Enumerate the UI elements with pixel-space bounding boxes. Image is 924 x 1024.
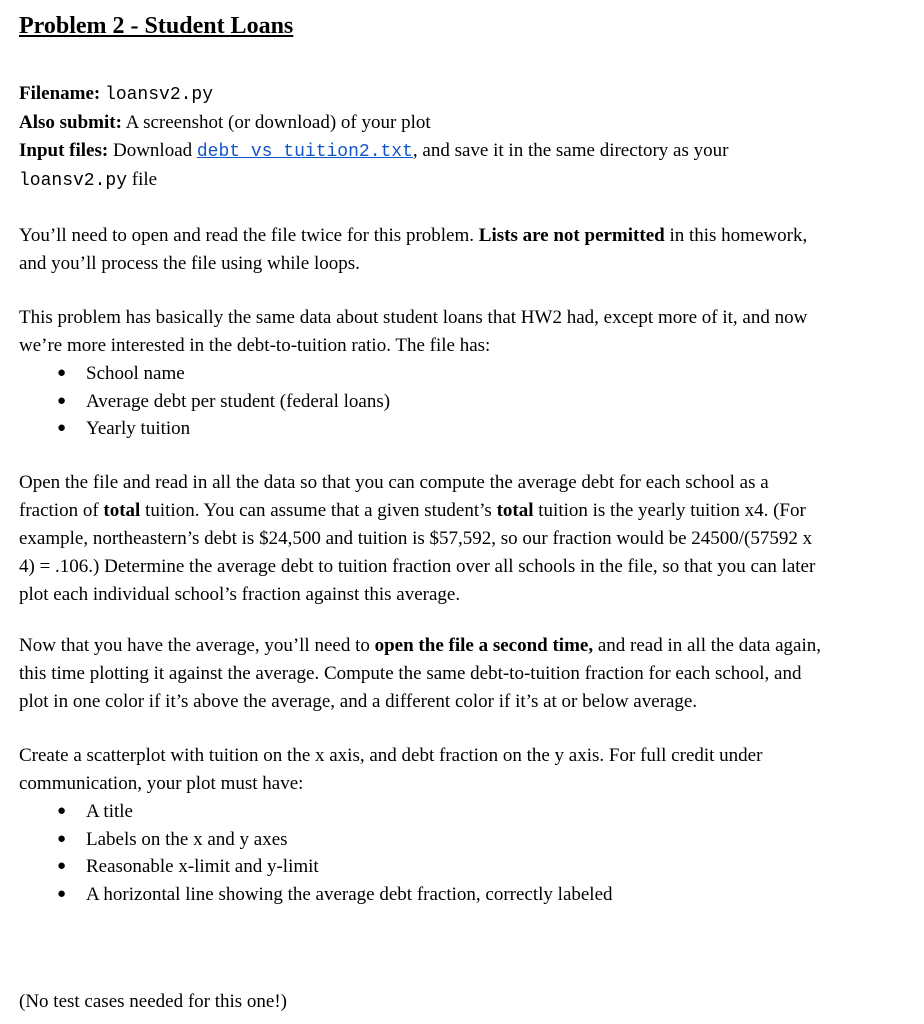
also-submit-value: A screenshot (or download) of your plot bbox=[125, 112, 431, 133]
filename-value: loansv2.py bbox=[105, 85, 214, 105]
file-fields-list bbox=[19, 360, 899, 443]
text-segment: tuition is the yearly tuition x4. (For bbox=[538, 500, 806, 521]
list-item bbox=[19, 798, 899, 826]
paragraph-3-line-2 bbox=[19, 497, 899, 525]
paragraph-5-line-1: Create a scatterplot with tuition on the x axis, and debt fraction on the y axis. For full credit under bbox=[19, 745, 763, 766]
bold-text: total bbox=[496, 500, 534, 521]
paragraph-3-line-3: example, northeastern’s debt is $24,500 and tuition is $57,592, so our fraction would be 24500/(57592 x bbox=[19, 528, 813, 549]
also-submit-label: Also submit: bbox=[19, 112, 122, 133]
list-item bbox=[19, 360, 899, 388]
paragraph-4 bbox=[19, 632, 899, 716]
bullet-icon: ● bbox=[57, 392, 67, 409]
bullet-icon: ● bbox=[57, 420, 67, 436]
input-files-label: Input files: bbox=[19, 140, 109, 161]
list-item-text: Yearly tuition bbox=[86, 418, 191, 439]
input-files-pre: Download bbox=[112, 140, 193, 161]
text-segment: in this homework, bbox=[669, 225, 808, 246]
input-files-file: loansv2.py bbox=[19, 171, 128, 191]
filename-line bbox=[19, 80, 899, 109]
filename-label: Filename: bbox=[19, 83, 101, 104]
assignment-header bbox=[19, 80, 899, 195]
paragraph-2-line-2: we’re more interested in the debt-to-tuition ratio. The file has: bbox=[19, 335, 491, 356]
paragraph-2-line-1: This problem has basically the same data about student loans that HW2 had, except more of it, and now bbox=[19, 307, 808, 328]
list-item bbox=[19, 826, 899, 854]
list-item-text: A horizontal line showing the average debt fraction, correctly labeled bbox=[86, 883, 613, 905]
paragraph-2 bbox=[19, 304, 899, 443]
input-file-link[interactable]: debt_vs_tuition2.txt bbox=[196, 142, 413, 162]
bold-text: total bbox=[103, 500, 141, 521]
document bbox=[19, 8, 899, 1012]
paragraph-4-line-2: this time plotting it against the average. Compute the same debt-to-tuition fraction for each school, and bbox=[19, 663, 802, 684]
footer-note bbox=[19, 988, 899, 1016]
paragraph-5 bbox=[19, 742, 899, 908]
list-item-text: Labels on the x and y axes bbox=[86, 828, 288, 850]
plot-requirements-list bbox=[19, 798, 899, 908]
paragraph-4-line-3: plot in one color if it’s above the average, and a different color if it’s at or below average. bbox=[19, 691, 698, 712]
footer-note-text: (No test cases needed for this one!) bbox=[19, 991, 288, 1012]
list-item bbox=[19, 415, 899, 443]
paragraph-3-line-1: Open the file and read in all the data so that you can compute the average debt for each school as a bbox=[19, 472, 769, 493]
text-segment: and read in all the data again, bbox=[597, 635, 821, 656]
list-item-text: Reasonable x-limit and y-limit bbox=[86, 856, 319, 877]
list-item-text: Average debt per student (federal loans) bbox=[86, 390, 391, 412]
text-segment: fraction of bbox=[19, 500, 99, 521]
list-item bbox=[19, 388, 899, 416]
bold-text: open the file a second time, bbox=[374, 635, 594, 656]
paragraph-1 bbox=[19, 222, 899, 278]
bullet-icon: ● bbox=[57, 803, 67, 819]
also-submit-line bbox=[19, 109, 899, 137]
paragraph-1-line-2: and you’ll process the file using while loops. bbox=[19, 253, 360, 274]
page-title: Problem 2 - Student Loans bbox=[19, 13, 294, 39]
bullet-icon: ● bbox=[57, 858, 67, 874]
bold-text: Lists are not permitted bbox=[478, 225, 665, 246]
paragraph-3-line-4: 4) = .106.) Determine the average debt to tuition fraction over all schools in the file, so that you can later bbox=[19, 556, 816, 577]
text-segment: Now that you have the average, you’ll need to bbox=[19, 635, 370, 656]
text-segment: tuition. You can assume that a given student’s bbox=[145, 500, 492, 521]
list-item bbox=[19, 881, 899, 909]
list-item-text: School name bbox=[86, 363, 185, 384]
input-files-post: , and save it in the same directory as your bbox=[412, 140, 729, 161]
bullet-icon: ● bbox=[57, 885, 67, 902]
paragraph-5-line-2: communication, your plot must have: bbox=[19, 773, 304, 794]
bullet-icon: ● bbox=[57, 830, 67, 847]
paragraph-1-line-1 bbox=[19, 222, 899, 250]
input-files-line bbox=[19, 137, 899, 166]
text-segment: You’ll need to open and read the file twice for this problem. bbox=[19, 225, 475, 246]
input-files-line-2 bbox=[19, 166, 899, 195]
input-files-end: file bbox=[131, 169, 158, 190]
paragraph-4-line-1 bbox=[19, 632, 899, 660]
paragraph-3-line-5: plot each individual school’s fraction against this average. bbox=[19, 584, 461, 605]
list-item-text: A title bbox=[86, 801, 133, 822]
bullet-icon: ● bbox=[57, 365, 67, 381]
list-item bbox=[19, 853, 899, 881]
paragraph-3 bbox=[19, 469, 899, 609]
